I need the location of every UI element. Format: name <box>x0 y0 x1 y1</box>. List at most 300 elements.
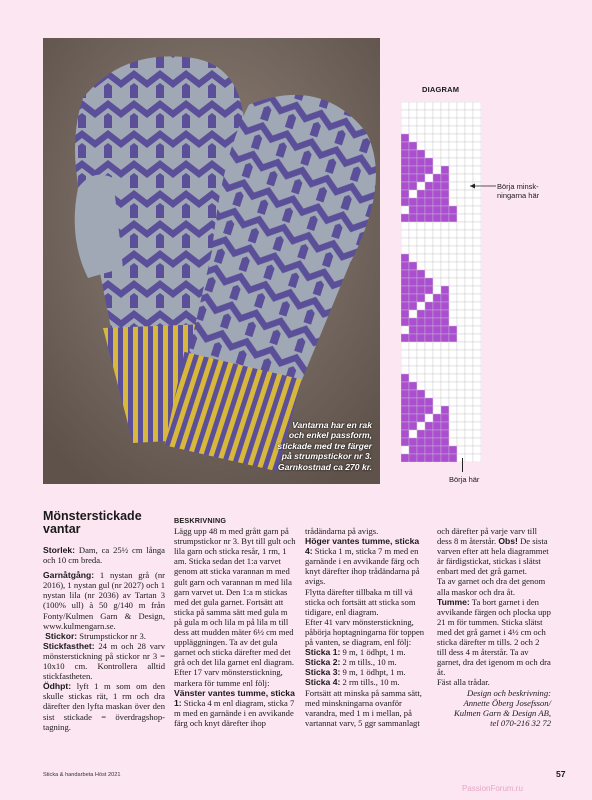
chart-cell <box>465 110 473 118</box>
chart-cell <box>425 398 433 406</box>
chart-cell <box>401 422 409 430</box>
chart-cell <box>457 262 465 270</box>
chart-cell <box>425 374 433 382</box>
chart-cell <box>465 342 473 350</box>
chart-cell <box>465 374 473 382</box>
chart-cell <box>433 102 441 110</box>
chart-cell <box>465 190 473 198</box>
chart-cell <box>425 326 433 334</box>
chart-cell <box>433 342 441 350</box>
chart-cell <box>401 302 409 310</box>
chart-cell <box>409 222 417 230</box>
chart-cell <box>441 366 449 374</box>
chart-cell <box>433 190 441 198</box>
chart-cell <box>473 286 481 294</box>
chart-cell <box>473 126 481 134</box>
chart-cell <box>473 334 481 342</box>
chart-cell <box>417 286 425 294</box>
chart-cell <box>441 390 449 398</box>
chart-cell <box>433 110 441 118</box>
chart-cell <box>401 238 409 246</box>
chart-cell <box>425 438 433 446</box>
chart-cell <box>465 126 473 134</box>
chart-cell <box>441 342 449 350</box>
chart-cell <box>473 294 481 302</box>
chart-cell <box>457 254 465 262</box>
chart-cell <box>417 182 425 190</box>
chart-cell <box>465 414 473 422</box>
chart-cell <box>401 366 409 374</box>
chart-cell <box>433 254 441 262</box>
chart-cell <box>417 422 425 430</box>
chart-cell <box>417 118 425 126</box>
chart-cell <box>473 366 481 374</box>
chart-cell <box>473 166 481 174</box>
chart-cell <box>449 246 457 254</box>
column-3 <box>305 526 429 728</box>
chart-cell <box>441 294 449 302</box>
chart-cell <box>465 318 473 326</box>
chart-cell <box>417 214 425 222</box>
chart-cell <box>441 126 449 134</box>
chart-cell <box>449 374 457 382</box>
chart-cell <box>433 446 441 454</box>
chart-cell <box>417 318 425 326</box>
chart-cell <box>465 366 473 374</box>
chart-cell <box>409 126 417 134</box>
chart-cell <box>417 438 425 446</box>
chart-cell <box>401 342 409 350</box>
chart-cell <box>465 326 473 334</box>
chart-cell <box>449 286 457 294</box>
chart-cell <box>441 206 449 214</box>
chart-cell <box>417 366 425 374</box>
chart-cell <box>401 326 409 334</box>
chart-cell <box>473 390 481 398</box>
chart-cell <box>457 334 465 342</box>
chart-cell <box>449 334 457 342</box>
chart-cell <box>473 102 481 110</box>
chart-cell <box>409 102 417 110</box>
chart-cell <box>465 166 473 174</box>
chart-cell <box>441 174 449 182</box>
chart-cell <box>457 182 465 190</box>
chart-cell <box>401 398 409 406</box>
chart-cell <box>409 110 417 118</box>
chart-cell <box>433 166 441 174</box>
chart-cell <box>417 310 425 318</box>
chart-cell <box>441 302 449 310</box>
chart-cell <box>441 406 449 414</box>
chart-cell <box>473 142 481 150</box>
chart-cell <box>457 398 465 406</box>
chart-cell <box>441 382 449 390</box>
chart-cell <box>441 166 449 174</box>
chart-cell <box>417 382 425 390</box>
chart-cell <box>401 222 409 230</box>
chart-cell <box>433 134 441 142</box>
chart-cell <box>433 286 441 294</box>
chart-cell <box>425 318 433 326</box>
chart-cell <box>409 270 417 278</box>
chart-cell <box>473 278 481 286</box>
diagram-title: DIAGRAM <box>422 85 460 94</box>
chart-cell <box>417 254 425 262</box>
chart-cell <box>441 454 449 462</box>
chart-cell <box>409 238 417 246</box>
chart-cell <box>449 390 457 398</box>
page-number: 57 <box>556 769 566 779</box>
chart-cell <box>433 326 441 334</box>
chart-cell <box>417 150 425 158</box>
chart-cell <box>457 278 465 286</box>
chart-cell <box>465 438 473 446</box>
chart-cell <box>465 310 473 318</box>
chart-cell <box>433 150 441 158</box>
yarn-paragraph: Garnåtgång: 1 nystan grå (nr 2016), 1 nystan gul (nr 2027) och 1 nystan lila (nr 2036) av Tartan 3 (100% ull) à 50 g/140 m från Fonty/Kulmen Garn & Design, www.kulmengarn.se. <box>43 570 165 631</box>
chart-cell <box>425 150 433 158</box>
chart-cell <box>409 150 417 158</box>
chart-cell <box>465 230 473 238</box>
chart-cell <box>433 182 441 190</box>
chart-cell <box>417 390 425 398</box>
chart-cell <box>433 230 441 238</box>
start-marker <box>462 458 463 472</box>
chart-cell <box>465 302 473 310</box>
description-text: Lägg upp 48 m med grått garn på strumpstickor nr 3. Byt till gult och lila garn och sticka resår, 1 rm, 1 am. Sticka sedan det 1:a varvet genom att sticka varannan m med gult garn och varannan m med lila garn varvet ut. Den 1:a m stickas med det gula garnet. Fortsätt att sticka på samma sätt med gula m på gula m och lila m på lila m till dess att mudden mäter 6½ cm med uppläggningen. Ta av det gula garnet och sticka därefter med det grå och det lila garnet enl diagram. Efter 17 varv mönsterstickning, markera för tumme enl följ: <box>174 526 296 688</box>
chart-cell <box>449 422 457 430</box>
chart-cell <box>449 206 457 214</box>
chart-cell <box>425 262 433 270</box>
chart-cell <box>409 158 417 166</box>
chart-cell <box>457 446 465 454</box>
chart-cell <box>425 102 433 110</box>
chart-cell <box>433 222 441 230</box>
chart-cell <box>417 102 425 110</box>
chart-cell <box>425 142 433 150</box>
chart-cell <box>473 134 481 142</box>
chart-cell <box>449 342 457 350</box>
chart-cell <box>417 158 425 166</box>
chart-cell <box>425 358 433 366</box>
right-thumb-paragraph: Höger vantes tumme, sticka 4: Sticka 1 m, sticka 7 m med en garnände i en avvikande färg och knyt därefter ihop trådändarna på avigs. <box>305 536 420 587</box>
chart-cell <box>425 206 433 214</box>
chart-cell <box>441 278 449 286</box>
chart-cell <box>409 278 417 286</box>
chart-cell <box>473 262 481 270</box>
chart-cell <box>401 102 409 110</box>
chart-cell <box>473 326 481 334</box>
chart-cell <box>433 158 441 166</box>
chart-cell <box>425 134 433 142</box>
decrease-note: Börja minsk- ningarna här <box>497 182 540 200</box>
chart-cell <box>465 430 473 438</box>
chart-cell <box>401 118 409 126</box>
chart-cell <box>449 110 457 118</box>
chart-cell <box>457 326 465 334</box>
chart-cell <box>433 246 441 254</box>
chart-cell <box>417 374 425 382</box>
chart-cell <box>417 126 425 134</box>
chart-cell <box>409 382 417 390</box>
chart-cell <box>457 350 465 358</box>
chart-cell <box>457 294 465 302</box>
col3-text: Efter 41 varv mönsterstickning, påbörja hoptagningarna för toppen på vanten, se diagram, enl följ: <box>305 616 425 648</box>
chart-cell <box>417 142 425 150</box>
chart-cell <box>449 150 457 158</box>
chart-cell <box>457 438 465 446</box>
chart-cell <box>441 110 449 118</box>
chart-cell <box>465 198 473 206</box>
chart-cell <box>457 358 465 366</box>
chart-cell <box>409 310 417 318</box>
chart-cell <box>417 302 425 310</box>
chart-cell <box>417 358 425 366</box>
chart-cell <box>425 366 433 374</box>
chart-cell <box>401 358 409 366</box>
chart-cell <box>409 390 417 398</box>
chart-cell <box>457 270 465 278</box>
chart-cell <box>401 110 409 118</box>
chart-cell <box>465 150 473 158</box>
chart-cell <box>433 374 441 382</box>
column-2 <box>174 516 296 728</box>
chart-cell <box>433 350 441 358</box>
chart-cell <box>409 206 417 214</box>
chart-cell <box>433 334 441 342</box>
chart-cell <box>473 206 481 214</box>
chart-cell <box>417 430 425 438</box>
chart-cell <box>441 318 449 326</box>
chart-cell <box>449 318 457 326</box>
chart-cell <box>465 262 473 270</box>
thumb-paragraph: Tumme: Ta bort garnet i den avvikande färgen och plocka upp 21 m för tummen. Sticka slätst med det grå garnet i 4½ cm och sticka därefter m tills. 2 och 2 till dess 4 m återstår. Ta av garnet, dra det igenom m och dra åt. <box>437 596 551 678</box>
chart-cell <box>449 326 457 334</box>
chart-cell <box>401 318 409 326</box>
chart-cell <box>417 278 425 286</box>
chart-cell <box>465 454 473 462</box>
chart-cell <box>465 294 473 302</box>
chart-cell <box>425 118 433 126</box>
chart-cell <box>473 430 481 438</box>
chart-cell <box>449 414 457 422</box>
chart-cell <box>409 198 417 206</box>
chart-cell <box>409 246 417 254</box>
chart-cell <box>449 454 457 462</box>
chart-cell <box>409 302 417 310</box>
chart-cell <box>465 422 473 430</box>
chart-cell <box>449 214 457 222</box>
chart-cell <box>433 366 441 374</box>
chart-cell <box>417 174 425 182</box>
chart-cell <box>441 310 449 318</box>
chart-cell <box>425 414 433 422</box>
chart-cell <box>425 334 433 342</box>
chart-cell <box>433 358 441 366</box>
chart-cell <box>425 294 433 302</box>
chart-cell <box>409 374 417 382</box>
chart-cell <box>433 422 441 430</box>
chart-cell <box>465 350 473 358</box>
chart-cell <box>457 110 465 118</box>
chart-cell <box>401 214 409 222</box>
chart-cell <box>401 390 409 398</box>
chart-cell <box>409 230 417 238</box>
chart-cell <box>449 174 457 182</box>
chart-cell <box>425 302 433 310</box>
chart-cell <box>417 270 425 278</box>
col4-text: Fäst alla trådar. <box>437 677 490 688</box>
chart-cell <box>401 270 409 278</box>
chart-cell <box>473 214 481 222</box>
chart-cell <box>465 222 473 230</box>
chart-cell <box>465 102 473 110</box>
article-title: Mönsterstickade vantar <box>43 509 142 536</box>
chart-cell <box>401 430 409 438</box>
chart-cell <box>473 318 481 326</box>
chart-cell <box>401 414 409 422</box>
chart-cell <box>473 310 481 318</box>
chart-cell <box>401 230 409 238</box>
chart-cell <box>473 342 481 350</box>
chart-cell <box>449 102 457 110</box>
chart-cell <box>417 294 425 302</box>
chart-cell <box>433 174 441 182</box>
chart-cell <box>417 446 425 454</box>
pointer-arrow <box>470 183 498 189</box>
chart-cell <box>433 262 441 270</box>
chart-cell <box>425 310 433 318</box>
chart-cell <box>449 158 457 166</box>
chart-cell <box>457 214 465 222</box>
chart-cell <box>409 166 417 174</box>
chart-cell <box>409 286 417 294</box>
chart-cell <box>409 430 417 438</box>
chart-cell <box>425 174 433 182</box>
chart-cell <box>465 334 473 342</box>
chart-cell <box>449 302 457 310</box>
chart-cell <box>449 278 457 286</box>
chart-cell <box>473 158 481 166</box>
chart-cell <box>401 254 409 262</box>
chart-cell <box>409 398 417 406</box>
chart-cell <box>457 134 465 142</box>
footer-magazine-name: Sticka & handarbeta Höst 2021 <box>43 772 121 778</box>
chart-cell <box>425 246 433 254</box>
chart-cell <box>465 270 473 278</box>
chart-cell <box>473 350 481 358</box>
chart-cell <box>401 206 409 214</box>
chart-cell <box>425 350 433 358</box>
chart-cell <box>417 414 425 422</box>
chart-cell <box>457 158 465 166</box>
mittens-illustration <box>43 38 380 484</box>
chart-cell <box>473 406 481 414</box>
chart-cell <box>473 358 481 366</box>
chart-cell <box>441 398 449 406</box>
chart-cell <box>425 166 433 174</box>
chart-cell <box>417 326 425 334</box>
chart-cell <box>473 422 481 430</box>
chart-cell <box>465 398 473 406</box>
chart-cell <box>441 374 449 382</box>
chart-cell <box>417 110 425 118</box>
chart-cell <box>425 454 433 462</box>
chart-cell <box>433 382 441 390</box>
chart-cell <box>409 134 417 142</box>
chart-cell <box>457 174 465 182</box>
chart-cell <box>457 310 465 318</box>
chart-cell <box>457 198 465 206</box>
chart-cell <box>449 222 457 230</box>
chart-cell <box>401 406 409 414</box>
chart-cell <box>425 190 433 198</box>
chart-cell <box>473 438 481 446</box>
col3-text: Fortsätt att minska på samma sätt, med minskningarna ovanför varandra, med 1 m i mellan, på vartannat varv, 5 ggr sammanlagt <box>305 687 422 728</box>
chart-cell <box>417 190 425 198</box>
chart-cell <box>449 262 457 270</box>
loop-paragraph: Ödhpt: lyft 1 m som om den skulle stickas rät, 1 rm och dra därefter den lyfta maskan över den sist stickade = överdragshop-tagning. <box>43 681 165 732</box>
chart-cell <box>401 198 409 206</box>
chart-cell <box>417 246 425 254</box>
chart-cell <box>441 446 449 454</box>
chart-cell <box>457 342 465 350</box>
chart-cell <box>449 406 457 414</box>
chart-cell <box>449 270 457 278</box>
chart-cell <box>465 214 473 222</box>
chart-cell <box>441 238 449 246</box>
chart-cell <box>457 190 465 198</box>
chart-cell <box>457 422 465 430</box>
chart-cell <box>449 438 457 446</box>
chart-cell <box>457 390 465 398</box>
chart-cell <box>441 422 449 430</box>
chart-cell <box>433 214 441 222</box>
col3-text: trådändarna på avigs. <box>305 526 379 536</box>
chart-cell <box>465 446 473 454</box>
chart-cell <box>457 118 465 126</box>
signature-line: Kulmen Garn & Design AB, <box>454 707 551 718</box>
chart-cell <box>401 286 409 294</box>
chart-cell <box>441 246 449 254</box>
chart-cell <box>449 134 457 142</box>
chart-cell <box>433 414 441 422</box>
chart-cell <box>401 278 409 286</box>
chart-cell <box>409 318 417 326</box>
chart-cell <box>473 270 481 278</box>
chart-cell <box>473 246 481 254</box>
chart-cell <box>401 382 409 390</box>
chart-cell <box>441 326 449 334</box>
chart-cell <box>401 150 409 158</box>
chart-cell <box>441 102 449 110</box>
chart-cell <box>465 406 473 414</box>
chart-cell <box>401 438 409 446</box>
chart-cell <box>441 158 449 166</box>
chart-cell <box>425 382 433 390</box>
chart-cell <box>465 382 473 390</box>
chart-cell <box>449 358 457 366</box>
chart-cell <box>433 206 441 214</box>
chart-cell <box>473 198 481 206</box>
chart-cell <box>473 254 481 262</box>
chart-cell <box>465 390 473 398</box>
chart-cell <box>425 446 433 454</box>
chart-cell <box>425 406 433 414</box>
chart-cell <box>441 262 449 270</box>
chart-cell <box>449 294 457 302</box>
chart-cell <box>409 414 417 422</box>
